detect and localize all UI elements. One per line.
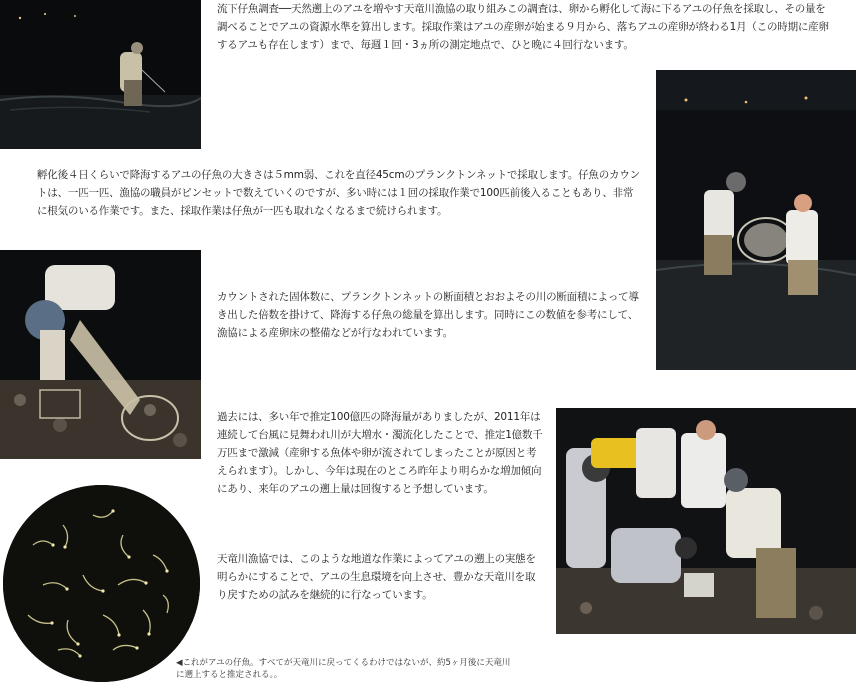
photo-workers-with-net <box>656 70 856 370</box>
photo-team-inspecting-sample <box>556 408 856 634</box>
hatching-paragraph: 孵化後４日くらいで降海するアユの仔魚の大きさは５mm弱、これを直径45cmのプランクトンネットで採取します。仔魚のカウントは、一匹一匹、漁協の職員がピンセットで数えていくのですが、多い時には１回の採取作業で100匹前後入ることもあり、非常に根気のいる作業です。また、採取作業は仔魚が一匹も取れなくなるまで続けられます。 <box>37 169 640 217</box>
calculation-paragraph: カウントされた固体数に、プランクトンネットの断面積とおおよその川の断面積によって導き出した倍数を掛けて、降海する仔魚の総量を算出します。同時にこの数値を参考にして、漁協による産卵床の整備などが行なわれています。 <box>217 291 639 339</box>
photo-ayu-larvae-circle <box>3 485 200 682</box>
photo-river-sampling-night <box>0 0 201 149</box>
history-paragraph: 過去には、多い年で推定100億匹の降海量がありましたが、2011年は連続して台風に見舞われ川が大増水・濁流化したことで、推定1億数千万匹まで激減（産卵する魚体や卵が流されてしまったことが原因と考えられます）。しかし、今年は現在のところ昨年より明らかな増加傾向にあり、来年のアユの遡上量は回復すると予想しています。 <box>217 411 543 495</box>
photo-worker-collecting-sample <box>0 250 201 459</box>
larvae-caption: ◀これがアユの仔魚。すべてが天竜川に戻ってくるわけではないが、約5ヶ月後に天竜川に遡上すると推定される。。 <box>176 658 511 680</box>
intro-paragraph: 流下仔魚調査──天然遡上のアユを増やす天竜川漁協の取り組みこの調査は、卵から孵化して海に下るアユの仔魚を採取し、その量を調べることでアユの資源水準を算出します。採取作業はアユの産卵が始まる９月から、落ちアユの産卵が終わる1月（この時期に産卵するアユも存在します）まで、毎週１回・3ヵ所の測定地点で、ひと晩に４回行ないます。 <box>217 3 829 51</box>
closing-paragraph: 天竜川漁協では、このような地道な作業によってアユの遡上の実態を明らかにすることで、アユの生息環境を向上させ、豊かな天竜川を取り戻すための試みを継続的に行なっています。 <box>217 553 536 601</box>
